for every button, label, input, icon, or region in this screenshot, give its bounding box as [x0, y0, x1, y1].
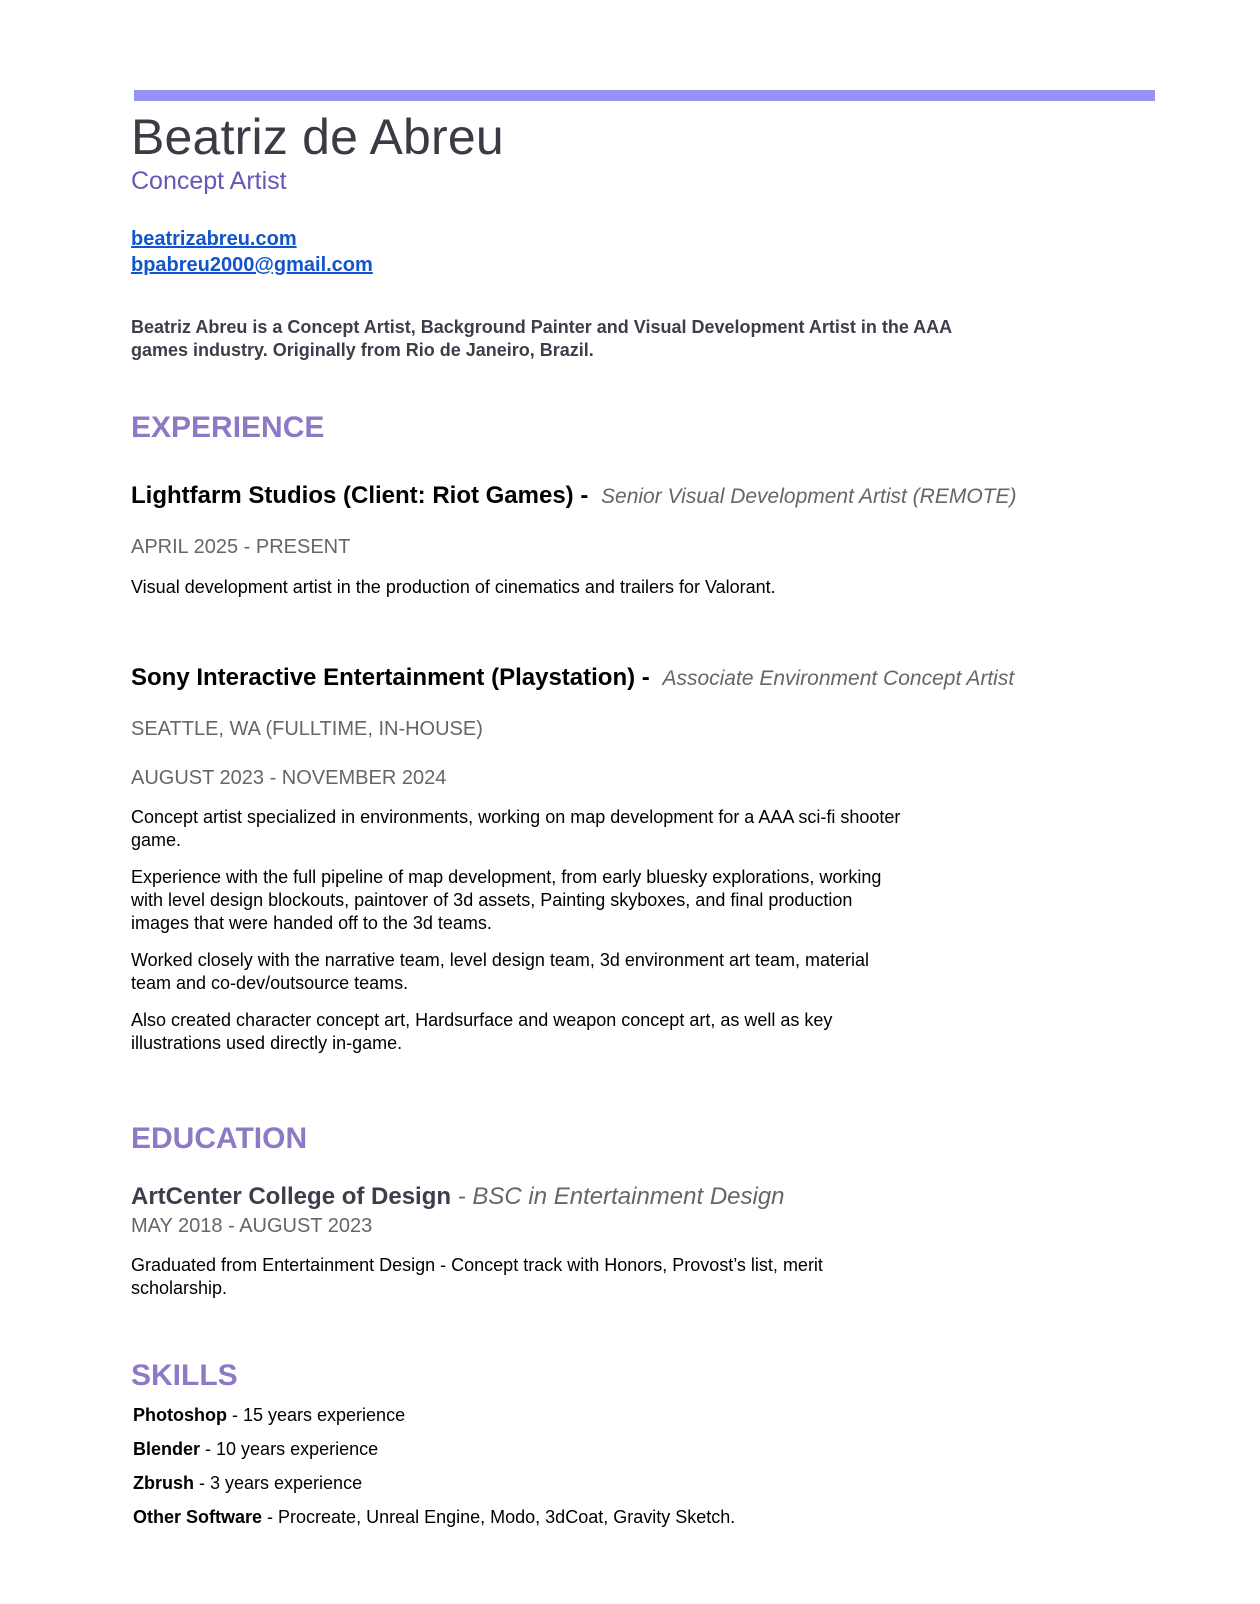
skill-detail: - Procreate, Unreal Engine, Modo, 3dCoat, Gravity Sketch. — [262, 1507, 736, 1527]
education-school: ArtCenter College of Design — [131, 1183, 452, 1210]
education-heading: EDUCATION — [131, 1122, 308, 1155]
job-role-subtitle: Concept Artist — [131, 167, 287, 195]
job-2-paragraph-2: Experience with the full pipeline of map development, from early bluesky explorations, working with level design blockouts, paintover of 3d assets, Painting skyboxes, and final production images that were handed off to the 3d teams. — [131, 867, 882, 933]
job-1-org: Lightfarm Studios (Client: Riot Games) - — [131, 482, 589, 509]
skill-item-photoshop — [133, 1405, 405, 1426]
job-1-position: Senior Visual Development Artist (REMOTE) — [601, 485, 1017, 508]
skill-detail: - 15 years experience — [226, 1405, 406, 1425]
page-title: Beatriz de Abreu — [131, 109, 504, 165]
job-2-paragraph-1: Concept artist specialized in environments, working on map development for a AAA sci-fi shooter game. — [131, 807, 901, 850]
experience-heading: EXPERIENCE — [131, 411, 325, 444]
education-title — [131, 1183, 785, 1211]
job-2-position: Associate Environment Concept Artist — [662, 667, 1015, 690]
job-1-description: Visual development artist in the production of cinematics and trailers for Valorant. — [131, 577, 776, 597]
skill-item-other-software — [133, 1507, 735, 1528]
bio-summary: Beatriz Abreu is a Concept Artist, Background Painter and Visual Development Artist in the AAA games industry. Originally from Rio de Janeiro, Brazil. — [131, 317, 952, 360]
job-1-title — [131, 482, 1016, 510]
job-2-dates: AUGUST 2023 - NOVEMBER 2024 — [131, 767, 447, 789]
education-degree: - BSC in Entertainment Design — [451, 1183, 785, 1210]
skill-detail: - 10 years experience — [200, 1439, 379, 1459]
skill-name: Other Software — [133, 1507, 263, 1527]
skill-name: Photoshop — [133, 1405, 227, 1425]
job-2-org: Sony Interactive Entertainment (Playstation) - — [131, 664, 650, 691]
education-description: Graduated from Entertainment Design - Concept track with Honors, Provost’s list, merit scholarship. — [131, 1255, 823, 1298]
job-1-dates: APRIL 2025 - PRESENT — [131, 536, 351, 558]
education-dates: MAY 2018 - AUGUST 2023 — [131, 1215, 373, 1237]
job-2-paragraph-3: Worked closely with the narrative team, level design team, 3d environment art team, material team and co-dev/outsource teams. — [131, 950, 869, 993]
job-2-location: SEATTLE, WA (FULLTIME, IN-HOUSE) — [131, 718, 483, 740]
website-link[interactable]: beatrizabreu.com — [131, 228, 297, 250]
skill-detail: - 3 years experience — [194, 1473, 363, 1493]
job-2-paragraph-4: Also created character concept art, Hardsurface and weapon concept art, as well as key illustrations used directly in-game. — [131, 1010, 833, 1053]
email-link[interactable]: bpabreu2000@gmail.com — [131, 254, 373, 276]
skill-item-zbrush — [133, 1473, 362, 1494]
accent-bar — [134, 90, 1155, 101]
skill-name: Blender — [133, 1439, 201, 1459]
skill-item-blender — [133, 1439, 378, 1460]
skills-heading: SKILLS — [131, 1359, 238, 1392]
skill-name: Zbrush — [133, 1473, 194, 1493]
job-2-title — [131, 664, 1014, 692]
